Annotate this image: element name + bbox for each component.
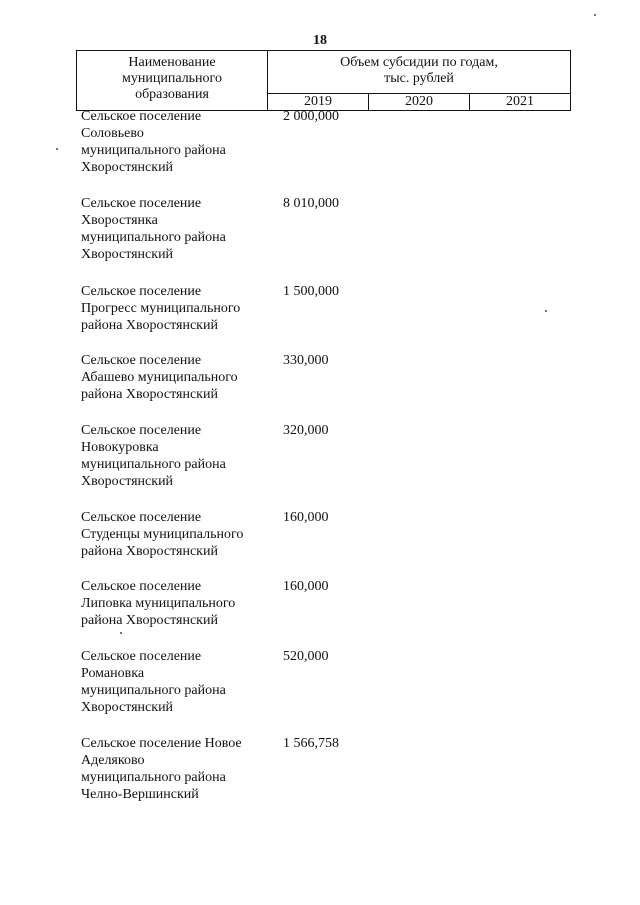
column-header-subsidy-text: Объем субсидии по годам, тыс. рублей <box>340 55 498 86</box>
subsidy-value-2019: 160,000 <box>283 510 329 525</box>
page-number: 18 <box>313 33 327 48</box>
municipality-name: Сельское поселение Соловьево муниципального района Хворостянский <box>81 109 226 175</box>
municipality-name: Сельское поселение Абашево муниципального района Хворостянский <box>81 353 238 402</box>
scan-speck <box>545 310 547 312</box>
municipality-name: Сельское поселение Студенцы муниципального района Хворостянский <box>81 510 244 559</box>
column-header-municipality <box>77 51 268 111</box>
subsidy-table-header <box>76 50 571 111</box>
year-header-2020: 2020 <box>369 94 470 111</box>
scan-speck <box>56 148 58 150</box>
subsidy-value-2019: 160,000 <box>283 579 329 594</box>
subsidy-value-2019: 330,000 <box>283 353 329 368</box>
municipality-name: Сельское поселение Новокуровка муниципального района Хворостянский <box>81 423 226 489</box>
municipality-name: Сельское поселение Романовка муниципального района Хворостянский <box>81 649 226 715</box>
scan-speck <box>120 632 122 634</box>
subsidy-value-2019: 520,000 <box>283 649 329 664</box>
column-header-subsidy <box>268 51 571 94</box>
year-header-2021: 2021 <box>470 94 571 111</box>
scan-speck <box>594 14 596 16</box>
municipality-name: Сельское поселение Новое Аделяково муниципального района Челно-Вершинский <box>81 736 242 802</box>
subsidy-value-2019: 1 566,758 <box>283 736 339 751</box>
column-header-municipality-text: Наименование муниципального образования <box>122 55 222 102</box>
year-header-2019: 2019 <box>268 94 369 111</box>
municipality-name: Сельское поселение Липовка муниципального района Хворостянский <box>81 579 236 628</box>
subsidy-value-2019: 2 000,000 <box>283 109 339 124</box>
subsidy-value-2019: 320,000 <box>283 423 329 438</box>
subsidy-value-2019: 8 010,000 <box>283 196 339 211</box>
municipality-name: Сельское поселение Прогресс муниципального района Хворостянский <box>81 284 241 333</box>
municipality-name: Сельское поселение Хворостянка муниципального района Хворостянский <box>81 196 226 262</box>
subsidy-value-2019: 1 500,000 <box>283 284 339 299</box>
